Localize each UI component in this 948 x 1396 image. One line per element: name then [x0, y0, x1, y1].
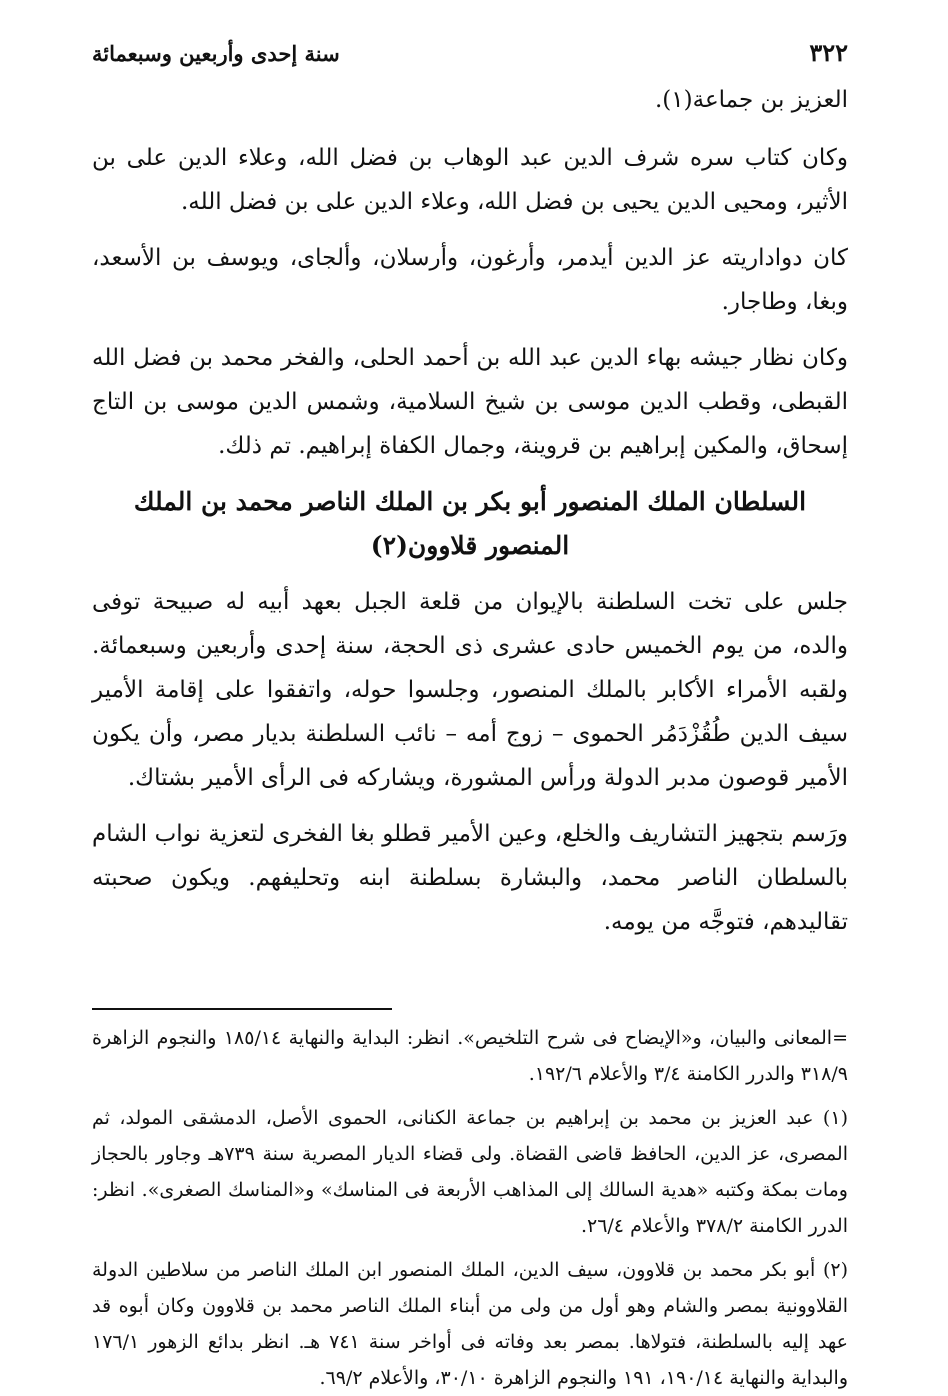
section-heading: السلطان الملك المنصور أبو بكر بن الملك الناصر محمد بن الملك المنصور قلاوون(٢) — [133, 487, 807, 560]
footnotes — [92, 1020, 848, 1396]
paragraph-5: ورَسم بتجهيز التشاريف والخلع، وعين الأمير قطلو بغا الفخرى لتعزية نواب الشام بالسلطان الناصر محمد، والبشارة بسلطنة ابنه وتحليفهم. ويكون صحبته تقاليدهم، فتوجَّه من يومه. — [92, 821, 848, 935]
running-title: سنة إحدى وأربعين وسبعمائة — [92, 41, 340, 66]
paragraph-4: جلس على تخت السلطنة بالإيوان من قلعة الجبل بعهد أبيه له صبيحة توفى والده، من يوم الخميس حادى عشرى ذى الحجة، سنة إحدى وأربعين وسبعمائة. ولقبه الأمراء الأكابر بالملك المنصور، وجلسوا حوله، واتفقوا على إقامة الأمير سيف الدين طُقُزْدَمُر الحموى – زوج أمه – نائب السلطنة بديار مصر، وأن يكون الأمير قوصون مدبر الدولة ورأس المشورة، ويشاركه فى الرأى الأمير بشتاك. — [92, 589, 848, 791]
paragraph-2: كان دواداريته عز الدين أيدمر، وأرغون، وأرسلان، وألجاى، ويوسف بن الأسعد، وبغا، وطاجار. — [92, 245, 848, 315]
footnote-divider — [92, 1008, 392, 1010]
paragraph-1: وكان كتاب سره شرف الدين عبد الوهاب بن فضل الله، وعلاء الدين على بن الأثير، ومحيى الدين يحيى بن فضل الله، وعلاء الدين على بن فضل الله. — [92, 145, 848, 215]
paragraph-0: العزيز بن جماعة(١). — [654, 87, 848, 113]
page-header — [92, 38, 848, 78]
footnote-1: (١) عبد العزيز بن محمد بن إبراهيم بن جماعة الكنانى، الحموى الأصل، الدمشقى المولد، ثم المصرى، عز الدين، الحافظ قاضى القضاة. ولى قضاء الديار المصرية سنة ٧٣٩هـ وجاور بالحجاز ومات بمكة وكتبه «هدية السالك إلى المذاهب الأربعة فى المناسك» و«المناسك الصغرى». انظر: الدرر الكامنة ٣٧٨/٢ والأعلام ٢٦/٤. — [92, 1107, 848, 1237]
main-text — [92, 78, 848, 944]
page-number: ٣٢٢ — [809, 38, 848, 67]
footnote-2: (٢) أبو بكر محمد بن قلاوون، سيف الدين، الملك المنصور ابن الملك الناصر من سلاطين الدولة القلاوونية بمصر والشام وهو أول من ولى من أبناء الملك الناصر محمد بن قلاوون وكان أبوه قد عهد إليه بالسلطنة، فتولاها. بمصر بعد وفاته فى أواخر سنة ٧٤١ هـ. انظر بدائع الزهور ١٧٦/١ والبداية والنهاية ١٩٠/١٤، ١٩١ والنجوم الزاهرة ٣٠/١٠، والأعلام ٦٩/٢. — [92, 1259, 848, 1389]
footnote-continuation: =المعانى والبيان، و«الإيضاح فى شرح التلخيص». انظر: البداية والنهاية ١٨٥/١٤ والنجوم الزاهرة ٣١٨/٩ والدرر الكامنة ٣/٤ والأعلام ١٩٢/٦. — [92, 1027, 849, 1085]
paragraph-3: وكان نظار جيشه بهاء الدين عبد الله بن أحمد الحلى، والفخر محمد بن فضل الله القبطى، وقطب الدين موسى بن شيخ السلامية، وشمس الدين موسى بن التاج إسحاق، والمكين إبراهيم بن قروينة، وجمال الكفاة إبراهيم. تم ذلك. — [92, 345, 848, 459]
